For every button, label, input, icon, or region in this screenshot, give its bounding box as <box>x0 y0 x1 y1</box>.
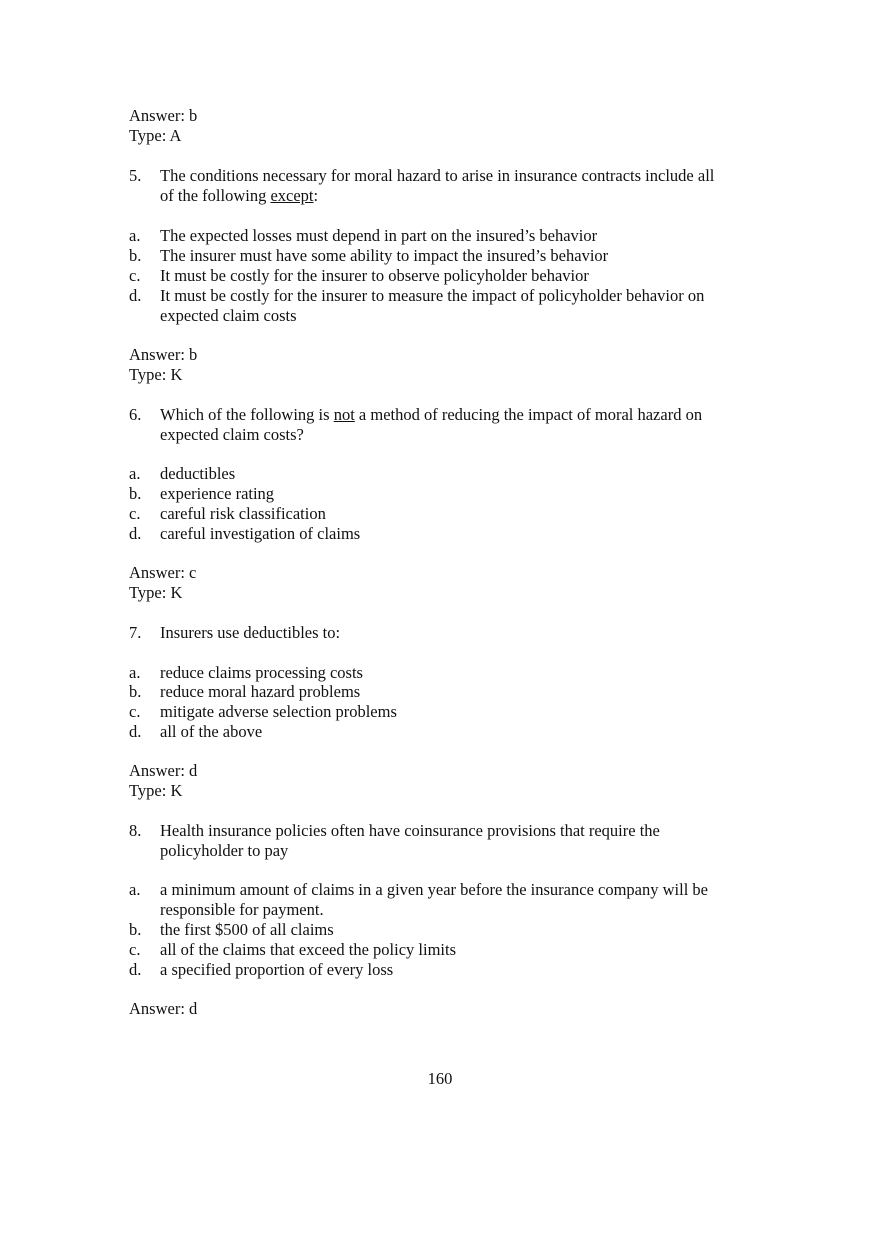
question-stem-continued: of the following except: <box>160 186 319 205</box>
answer-label: Answer: d <box>129 761 198 780</box>
type-label: Type: A <box>129 126 182 145</box>
option-letter: a. <box>129 663 141 682</box>
option-letter: a. <box>129 226 141 245</box>
option-letter: a. <box>129 464 141 483</box>
question-stem: Which of the following is not a method of reducing the impact of moral hazard on <box>160 405 703 424</box>
option-text: the first $500 of all claims <box>160 920 334 939</box>
option-letter: d. <box>129 722 142 741</box>
option-text: The expected losses must depend in part on the insured’s behavior <box>160 226 598 245</box>
option-text: It must be costly for the insurer to measure the impact of policyholder behavior on <box>160 286 705 305</box>
option-text: experience rating <box>160 484 275 503</box>
type-label: Type: K <box>129 583 183 602</box>
option-text: all of the above <box>160 722 263 741</box>
option-letter: d. <box>129 960 142 979</box>
option-text: deductibles <box>160 464 236 483</box>
question-number: 5. <box>129 166 142 185</box>
option-letter: b. <box>129 682 142 701</box>
option-letter: c. <box>129 702 141 721</box>
answer-label: Answer: b <box>129 345 198 364</box>
option-text: reduce moral hazard problems <box>160 682 361 701</box>
option-letter: d. <box>129 286 142 305</box>
type-label: Type: K <box>129 365 183 384</box>
underlined-word: except <box>270 186 314 205</box>
option-text: careful investigation of claims <box>160 524 361 543</box>
option-text: careful risk classification <box>160 504 326 523</box>
option-letter: b. <box>129 484 142 503</box>
type-label: Type: K <box>129 781 183 800</box>
question-stem: The conditions necessary for moral hazard to arise in insurance contracts include all <box>160 166 715 185</box>
question-stem: Insurers use deductibles to: <box>160 623 341 642</box>
answer-label: Answer: b <box>129 106 198 125</box>
question-stem: Health insurance policies often have coinsurance provisions that require the <box>160 821 660 840</box>
option-letter: b. <box>129 920 142 939</box>
question-number: 7. <box>129 623 142 642</box>
option-text: a minimum amount of claims in a given year before the insurance company will be <box>160 880 708 899</box>
option-letter: c. <box>129 266 141 285</box>
option-letter: c. <box>129 504 141 523</box>
question-number: 6. <box>129 405 142 424</box>
option-text: It must be costly for the insurer to observe policyholder behavior <box>160 266 589 285</box>
answer-label: Answer: d <box>129 999 198 1018</box>
option-letter: a. <box>129 880 141 899</box>
option-text: mitigate adverse selection problems <box>160 702 397 721</box>
option-letter: c. <box>129 940 141 959</box>
option-text-continued: responsible for payment. <box>160 900 324 919</box>
question-stem-continued: expected claim costs? <box>160 425 304 444</box>
option-text: The insurer must have some ability to impact the insured’s behavior <box>160 246 609 265</box>
option-text: a specified proportion of every loss <box>160 960 394 979</box>
underlined-word: not <box>333 405 355 424</box>
option-text: reduce claims processing costs <box>160 663 363 682</box>
option-text: all of the claims that exceed the policy limits <box>160 940 456 959</box>
page-number: 160 <box>427 1069 453 1088</box>
option-text-continued: expected claim costs <box>160 306 297 325</box>
option-letter: b. <box>129 246 142 265</box>
question-number: 8. <box>129 821 142 840</box>
question-stem-continued: policyholder to pay <box>160 841 289 860</box>
option-letter: d. <box>129 524 142 543</box>
answer-label: Answer: c <box>129 563 197 582</box>
